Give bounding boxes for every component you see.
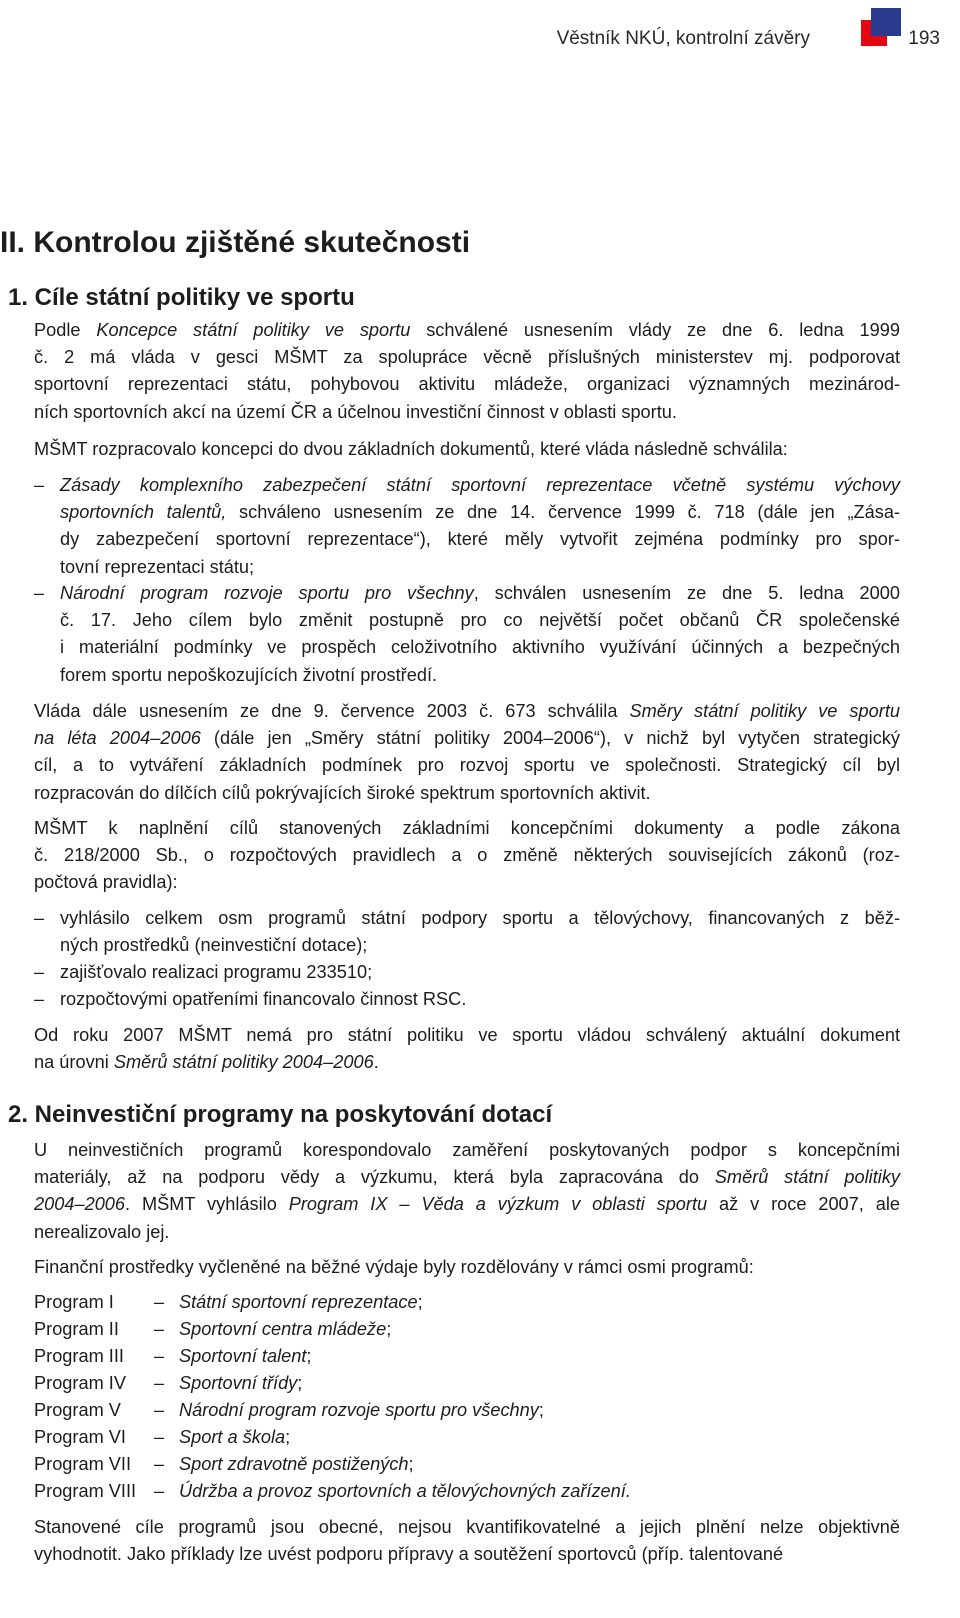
program-end: ; xyxy=(538,1400,544,1420)
text-line: Národní program rozvoje sportu pro všechny, schválen usnesením ze dne 5. ledna 2000 xyxy=(60,583,900,603)
text-line: ních sportovních akcí na území ČR a účelnou investiční činnost v oblasti sportu. xyxy=(34,401,677,422)
bullet-line: rozpočtovými opatřeními financovalo činnost RSC. xyxy=(60,989,467,1009)
text-line: nerealizovalo jej. xyxy=(34,1221,170,1242)
page-number: 193 xyxy=(908,28,940,49)
italic-title: na léta 2004–2006 xyxy=(34,728,201,749)
text-line: i materiální podmínky ve prospěch celoživotního aktivního využívání účinných a bezpečných xyxy=(60,637,900,658)
text-line: č. 218/2000 Sb., o rozpočtových pravidlech a o změně některých souvisejících zákonů (roz- xyxy=(34,845,900,866)
bullet-dash: – xyxy=(34,989,45,1009)
text-line: Podle Koncepce státní politiky ve sportu schválené usnesením vlády ze dne 6. ledna 1999 xyxy=(34,320,900,340)
bullet-text xyxy=(60,959,900,986)
bullet-dash: – xyxy=(34,583,45,603)
bullet-line: zajišťovalo realizaci programu 233510; xyxy=(60,962,373,982)
program-dash: – xyxy=(154,1346,165,1366)
program-title: Sportovní centra mládeže; xyxy=(179,1319,392,1339)
italic-title: Směrů státní politiky 2004–2006 xyxy=(113,1052,374,1073)
italic-title: Národní program rozvoje sportu pro všechny xyxy=(60,583,474,603)
bullet-text xyxy=(60,472,900,581)
section-2-heading: 2. Neinvestiční programy na poskytování dotací xyxy=(8,1101,553,1128)
program-end: ; xyxy=(417,1292,423,1312)
text-line: tovní reprezentaci státu; xyxy=(60,556,255,577)
program-title: Státní sportovní reprezentace; xyxy=(179,1292,423,1312)
text-line: Od roku 2007 MŠMT nemá pro státní politiku ve sportu vládou schválený aktuální dokument xyxy=(34,1025,900,1045)
program-dash: – xyxy=(154,1319,165,1339)
sec1-paragraph-2 xyxy=(34,436,900,463)
program-title: Národní program rozvoje sportu pro všechny; xyxy=(179,1400,544,1420)
program-end: ; xyxy=(306,1346,312,1366)
text-line: forem sportu nepoškozujících životní prostředí. xyxy=(60,664,438,685)
paragraph-line: Finanční prostředky vyčleněné na běžné výdaje byly rozdělovány v rámci osmi programů: xyxy=(34,1257,754,1277)
text-line: materiály, až na podporu vědy a výzkumu, která byla zapracována do Směrů státní politiky xyxy=(34,1167,901,1188)
sec1-paragraph-3 xyxy=(34,698,900,807)
program-title: Sportovní třídy; xyxy=(179,1373,303,1393)
text-line: dy zabezpečení sportovní reprezentace“), které měly vytvořit zejména podmínky pro spor- xyxy=(60,529,900,550)
text-line: MŠMT k naplnění cílů stanovených základními koncepčními dokumenty a podle zákona xyxy=(34,818,900,838)
italic-title: Směrů státní politiky xyxy=(714,1167,901,1188)
text-line: Vláda dále usnesením ze dne 9. července 2003 č. 673 schválila Směry státní politiky ve sportu xyxy=(34,701,900,721)
program-title: Sport zdravotně postižených; xyxy=(179,1454,414,1474)
program-dash: – xyxy=(154,1454,165,1474)
text-line: počtová pravidla): xyxy=(34,872,178,893)
text-line: na úrovni Směrů státní politiky 2004–2006. xyxy=(34,1052,379,1073)
bullet-text xyxy=(60,580,900,689)
sec1-paragraph-1 xyxy=(34,317,900,426)
text-line xyxy=(60,472,900,499)
section-1-heading: 1. Cíle státní politiky ve sportu xyxy=(8,284,355,311)
text-line: U neinvestičních programů korespondovalo zaměření poskytovaných podpor s koncepčními xyxy=(34,1140,900,1160)
program-end: ; xyxy=(386,1319,392,1339)
text-line: na léta 2004–2006 (dále jen „Směry státní politiky 2004–2006“), v nichž byl vytyčen strategický xyxy=(34,728,900,749)
program-dash: – xyxy=(154,1481,165,1501)
logo-blue-square xyxy=(871,8,901,36)
bullet-text xyxy=(60,986,900,1013)
program-name: Program VII xyxy=(34,1454,132,1474)
program-dash: – xyxy=(154,1373,165,1393)
program-title: Sportovní talent; xyxy=(179,1346,312,1366)
text-line: sportovní reprezentaci státu, pohybovou aktivitu mládeže, organizaci významných mezinárod- xyxy=(34,374,900,395)
italic-title: sportovních talentů, xyxy=(60,502,227,523)
text-line: rozpracován do dílčích cílů pokrývajících široké spektrum sportovních aktivit. xyxy=(34,782,651,803)
sec2-paragraph-1 xyxy=(34,1137,900,1246)
sec2-paragraph-3 xyxy=(34,1514,900,1568)
text-line: č. 17. Jeho cílem bylo změnit postupně pro co největší počet občanů ČR společenské xyxy=(60,610,900,631)
text-line: sportovních talentů, schváleno usnesením ze dne 14. července 1999 č. 718 (dále jen „Zása- xyxy=(60,502,900,523)
text-line: ných prostředků (neinvestiční dotace); xyxy=(60,935,368,956)
program-dash: – xyxy=(154,1292,165,1312)
program-end: ; xyxy=(408,1454,414,1474)
program-end: ; xyxy=(285,1427,291,1447)
italic-title: Zásady komplexního zabezpečení státní sportovní reprezentace včetně systému výchovy xyxy=(60,475,900,495)
sec1-paragraph-5 xyxy=(34,1022,900,1076)
italic-title: Program IX – Věda a výzkum v oblasti sportu xyxy=(288,1194,708,1215)
italic-title: Koncepce státní politiky ve sportu xyxy=(96,320,411,340)
text-line: vyhlásilo celkem osm programů státní podpory sportu a tělovýchovy, financovaných z běž- xyxy=(60,908,900,928)
sec2-paragraph-2 xyxy=(34,1254,900,1281)
program-name: Program VI xyxy=(34,1427,126,1447)
bullet-text xyxy=(60,905,900,959)
program-title: Údržba a provoz sportovních a tělovýchovných zařízení. xyxy=(179,1481,631,1501)
publication-title: Věstník NKÚ, kontrolní závěry xyxy=(556,28,810,49)
bullet-dash: – xyxy=(34,475,45,495)
bullet-dash: – xyxy=(34,962,45,982)
program-title: Sport a škola; xyxy=(179,1427,291,1447)
program-end: ; xyxy=(297,1373,303,1393)
text-line: č. 2 má vláda v gesci MŠMT za spolupráce věcně příslušných ministerstev mj. podporovat xyxy=(34,347,900,368)
program-dash: – xyxy=(154,1400,165,1420)
paragraph-line: MŠMT rozpracovalo koncepci do dvou základních dokumentů, které vláda následně schválila: xyxy=(34,439,788,459)
italic-title: 2004–2006 xyxy=(34,1194,126,1215)
bullet-dash: – xyxy=(34,908,45,928)
program-name: Program IV xyxy=(34,1373,126,1393)
program-name: Program V xyxy=(34,1400,121,1420)
section-title: II. Kontrolou zjištěné skutečnosti xyxy=(0,226,471,259)
program-dash: – xyxy=(154,1427,165,1447)
program-name: Program III xyxy=(34,1346,124,1366)
text-line: vyhodnotit. Jako příklady lze uvést podporu přípravy a soutěžení sportovců (příp. talentované xyxy=(34,1544,784,1565)
program-name: Program II xyxy=(34,1319,119,1339)
sec1-paragraph-4 xyxy=(34,815,900,897)
program-name: Program I xyxy=(34,1292,114,1312)
italic-title: Směry státní politiky ve sportu xyxy=(629,701,900,721)
text-line: cíl, a to vytváření základních podmínek pro rozvoj sportu ve společnosti. Strategický cíl byl xyxy=(34,755,900,776)
text-line: 2004–2006. MŠMT vyhlásilo Program IX – Věda a výzkum v oblasti sportu až v roce 2007, ale xyxy=(34,1194,900,1215)
program-name: Program VIII xyxy=(34,1481,137,1501)
text-line: Stanovené cíle programů jsou obecné, nejsou kvantifikovatelné a jejich plnění nelze objektivně xyxy=(34,1517,900,1537)
nku-logo-icon xyxy=(861,8,903,48)
